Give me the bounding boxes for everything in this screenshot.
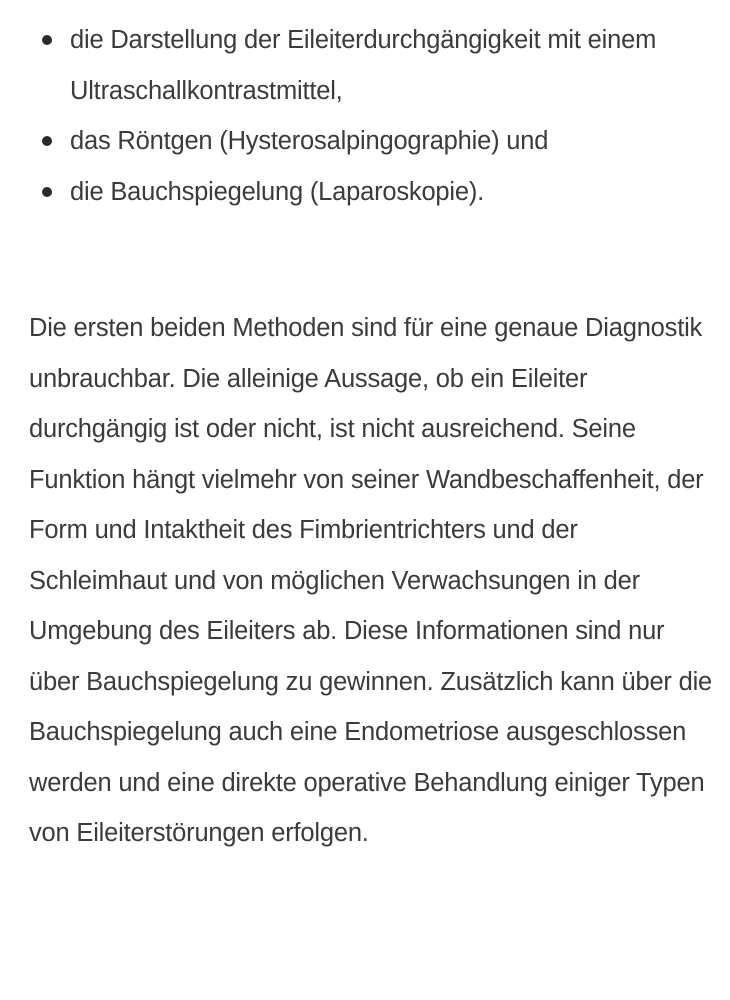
bullet-icon [42, 187, 52, 197]
list-item [29, 116, 719, 167]
list-item-text: das Röntgen (Hysterosalpingographie) und [70, 127, 549, 155]
bullet-icon [42, 136, 52, 146]
list-item-text: die Darstellung der Eileiterdurchgängigkeit mit einem Ultraschallkontrastmittel, [70, 26, 657, 105]
body-paragraph: Die ersten beiden Methoden sind für eine genaue Diagnostik unbrauchbar. Die alleinige Aussage, ob ein Eileiter durchgängig ist oder nicht, ist nicht ausreichend. Seine Funktion hängt vielmehr von seiner Wandbeschaffenheit, der Form und Intaktheit des Fimbrientrichters und der Schleimhaut und von möglichen Verwachsungen in der Umgebung des Eileiters ab. Diese Informationen sind nur über Bauchspiegelung zu gewinnen. Zusätzlich kann über die Bauchspiegelung auch eine Endometriose ausgeschlossen werden und eine direkte operative Behandlung einiger Typen von Eileiterstörungen erfolgen. [29, 314, 713, 847]
method-list [29, 15, 719, 217]
article-content [29, 15, 719, 859]
bullet-icon [42, 35, 52, 45]
list-item-text: die Bauchspiegelung (Laparoskopie). [70, 177, 485, 206]
list-item [29, 15, 719, 116]
list-item [29, 167, 719, 218]
